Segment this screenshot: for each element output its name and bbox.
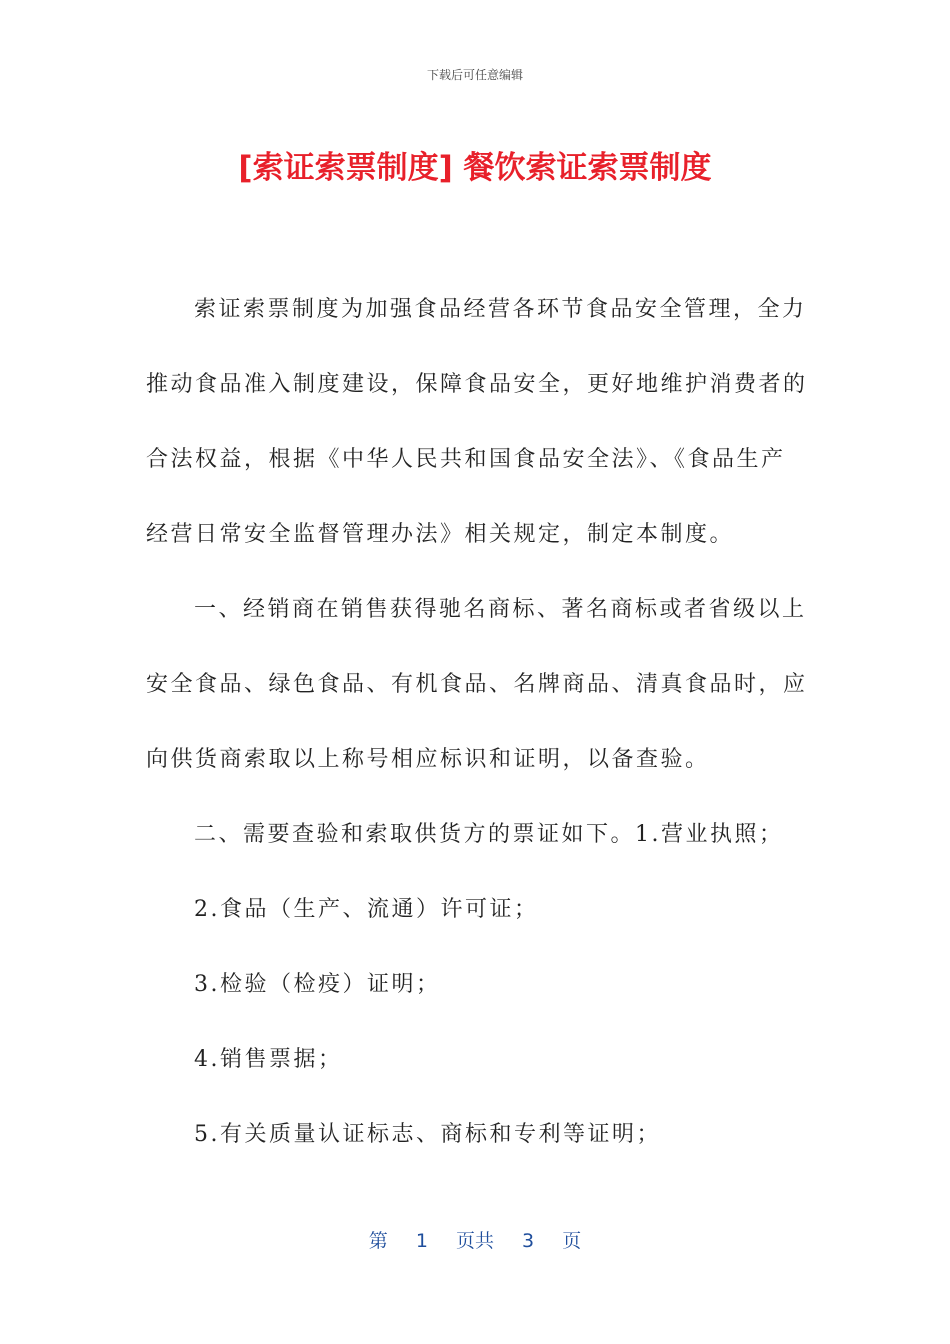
page-number-current: 1 [415, 1230, 428, 1252]
body-line: 二、需要查验和索取供货方的票证如下。1.营业执照； [194, 822, 784, 847]
page-footer-suffix: 页 [562, 1230, 582, 1252]
document-body [146, 272, 806, 1172]
body-line: 一、经销商在销售获得驰名商标、著名商标或者省级以上 [194, 597, 807, 622]
body-line: 5.有关质量认证标志、商标和专利等证明； [194, 1122, 661, 1147]
body-line: 合法权益，根据《中华人民共和国食品安全法》、《食品生产 [146, 447, 786, 472]
body-line: 向供货商索取以上称号相应标识和证明，以备查验。 [146, 747, 710, 772]
page-footer [0, 1226, 950, 1253]
body-line: 4.销售票据； [194, 1047, 343, 1072]
body-line: 2.食品（生产、流通）许可证； [194, 897, 539, 922]
page-footer-prefix: 第 [368, 1230, 388, 1252]
header-note: 下载后可任意编辑 [426, 68, 523, 82]
body-line: 安全食品、绿色食品、有机食品、名牌商品、清真食品时，应 [146, 672, 808, 697]
body-line: 索证索票制度为加强食品经营各环节食品安全管理，全力 [194, 297, 807, 322]
page-number-total: 3 [522, 1230, 535, 1252]
body-line: 经营日常安全监督管理办法》相关规定，制定本制度。 [146, 522, 735, 547]
page-footer-middle: 页共 [455, 1230, 494, 1252]
body-line: 推动食品准入制度建设，保障食品安全，更好地维护消费者的 [146, 372, 808, 397]
document-title: [索证索票制度] 餐饮索证索票制度 [238, 150, 712, 186]
body-line: 3.检验（检疫）证明； [194, 972, 441, 997]
